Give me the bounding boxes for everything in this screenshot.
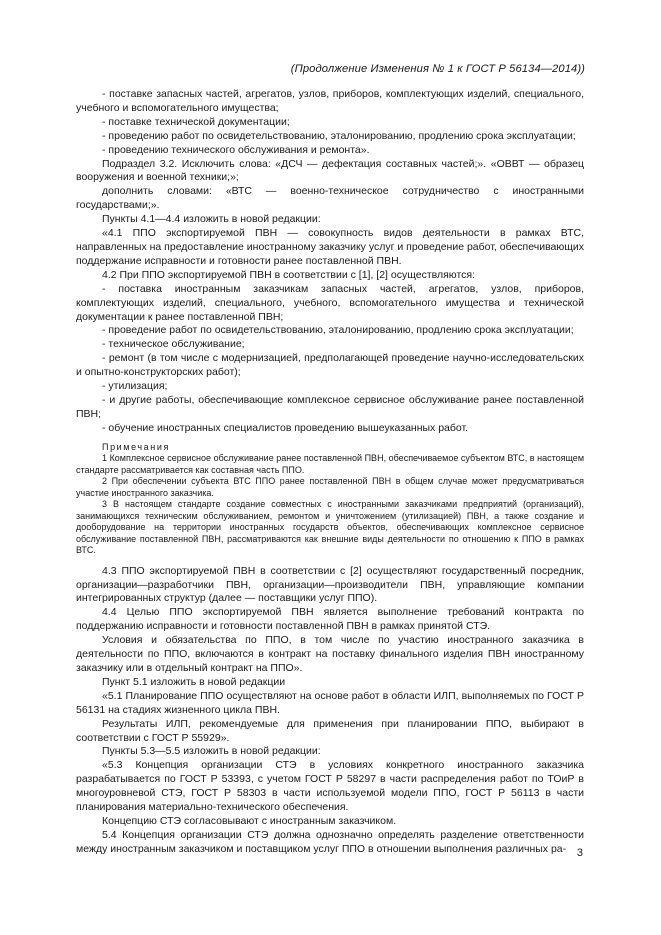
paragraph: - поставке технической документации; [102, 115, 290, 128]
paragraph: 4.3 ППО экспортируемой ПВН в соответствии с [2] осуществляют государственный посредник, организации—разработчики ПВН, организации—производители ПВН, управляющие компании интегрированных структур (далее — поставщики услуг ППО). [76, 564, 584, 605]
paragraph: - проведение работ по освидетельствованию, эталонированию, продлению срока эксплуатации; [102, 324, 574, 337]
note-item: 1 Комплексное сервисное обслуживание ранее поставленной ПВН, обеспечиваемое субъектом ВТС, в настоящем стандарте рассматривается как составная часть ППО. [76, 453, 584, 475]
document-body [76, 88, 584, 857]
paragraph: Результаты ИЛП, рекомендуемые для применения при планировании ППО, выбирают в соответствии с ГОСТ Р 55929». [76, 717, 584, 744]
paragraph: - проведению работ по освидетельствованию, эталонированию, продлению срока эксплуатации; [102, 129, 576, 142]
page-number: 3 [576, 847, 583, 859]
paragraph: Пункты 5.3—5.5 изложить в новой редакции: [102, 745, 321, 758]
paragraph: Концепцию СТЭ согласовывают с иностранным заказчиком. [102, 814, 397, 827]
paragraph: - техническое обслуживание; [102, 338, 245, 351]
paragraph: «4.1 ППО экспортируемой ПВН — совокупность видов деятельности в рамках ВТС, направленных на предоставление иностранному заказчику услуг и проведение работ, обеспечивающих поддержание исправности и готовности ранее поставленной ПВН. [76, 227, 584, 267]
paragraph: - ремонт (в том числе с модернизацией, предполагающей проведение научно-исследовательских и опытно-конструкторских работ); [76, 352, 584, 379]
paragraph: 4.4 Целью ППО экспортируемой ПВН является выполнение требований контракта по поддержанию исправности и готовности поставленной ПВН в рамках принятой СТЭ. [76, 606, 584, 633]
paragraph: 4.2 При ППО экспортируемой ПВН в соответствии с [1], [2] осуществляются: [102, 268, 475, 281]
paragraph: «5.3 Концепция организации СТЭ в условиях конкретного иностранного заказчика разрабатывается по ГОСТ Р 53393, с учетом ГОСТ Р 58297 в части распределения работ по ТОиР в многоуровневой СТЭ, ГОСТ Р 58303 в части используемой модели ППО, ГОСТ Р 56113 в части планирования материально-технического обеспечения. [76, 759, 584, 814]
paragraph: Условия и обязательства по ППО, в том числе по участию иностранного заказчика в деятельности по ППО, включаются в контракт на поставку финального изделия ПВН иностранному заказчику или в отдельный контракт на ППО». [76, 634, 584, 674]
paragraph: - поставка иностранным заказчикам запасных частей, агрегатов, узлов, приборов, комплектующих изделий, специального, учебного, вспомогательного имущества и технической документации к ранее поставленной ПВН; [76, 282, 584, 323]
paragraph: - поставке запасных частей, агрегатов, узлов, приборов, комплектующих изделий, специального, учебного и вспомогательного имущества; [76, 88, 584, 114]
paragraph: - утилизация; [102, 380, 168, 393]
paragraph: «5.1 Планирование ППО осуществляют на основе работ в области ИЛП, выполняемых по ГОСТ Р 56131 на стадиях жизненного цикла ПВН. [76, 689, 584, 716]
paragraph: Пункт 5.1 изложить в новой редакции [102, 675, 286, 688]
running-header: (Продолжение Изменения № 1 к ГОСТ Р 56134—2014)) [290, 63, 585, 75]
paragraph: Подраздел 3.2. Исключить слова: «ДСЧ — дефектация составных частей;». «ОВВТ — образец вооружения и военной техники;»; [76, 157, 584, 184]
notes-block [76, 442, 584, 557]
paragraph: Пункты 4.1—4.4 изложить в новой редакции: [102, 213, 321, 226]
note-item: 2 При обеспечении субъекта ВТС ППО ранее поставленной ПВН в общем случае может предусматриваться участие иностранного заказчика. [76, 476, 584, 498]
paragraph: - обучение иностранных специалистов проведению вышеуказанных работ. [102, 421, 469, 434]
paragraph: - проведению технического обслуживания и ремонта». [102, 143, 370, 156]
paragraph: 5.4 Концепция организации СТЭ должна однозначно определять разделение ответственности между иностранным заказчиком и поставщиком услуг ППО в отношении выполнения различных ра- [76, 828, 584, 855]
notes-title: Примечания [102, 441, 170, 452]
note-item: 3 В настоящем стандарте создание совместных с иностранными заказчиками предприятий (организаций), занимающихся техническим обслуживанием, ремонтом и уничтожением (утилизацией) ПВН, а также создание и дооборудование на территории иностранных государств объектов, обеспечивающих комплексное сервисное обслуживание поставленной ПВН, рассматриваются как внешние виды деятельности по отношению к ППО в рамках ВТС. [76, 499, 584, 556]
paragraph: - и другие работы, обеспечивающие комплексное сервисное обслуживание ранее поставленной ПВН; [76, 393, 584, 420]
paragraph: дополнить словами: «ВТС — военно-техническое сотрудничество с иностранными государствами;». [76, 185, 584, 212]
